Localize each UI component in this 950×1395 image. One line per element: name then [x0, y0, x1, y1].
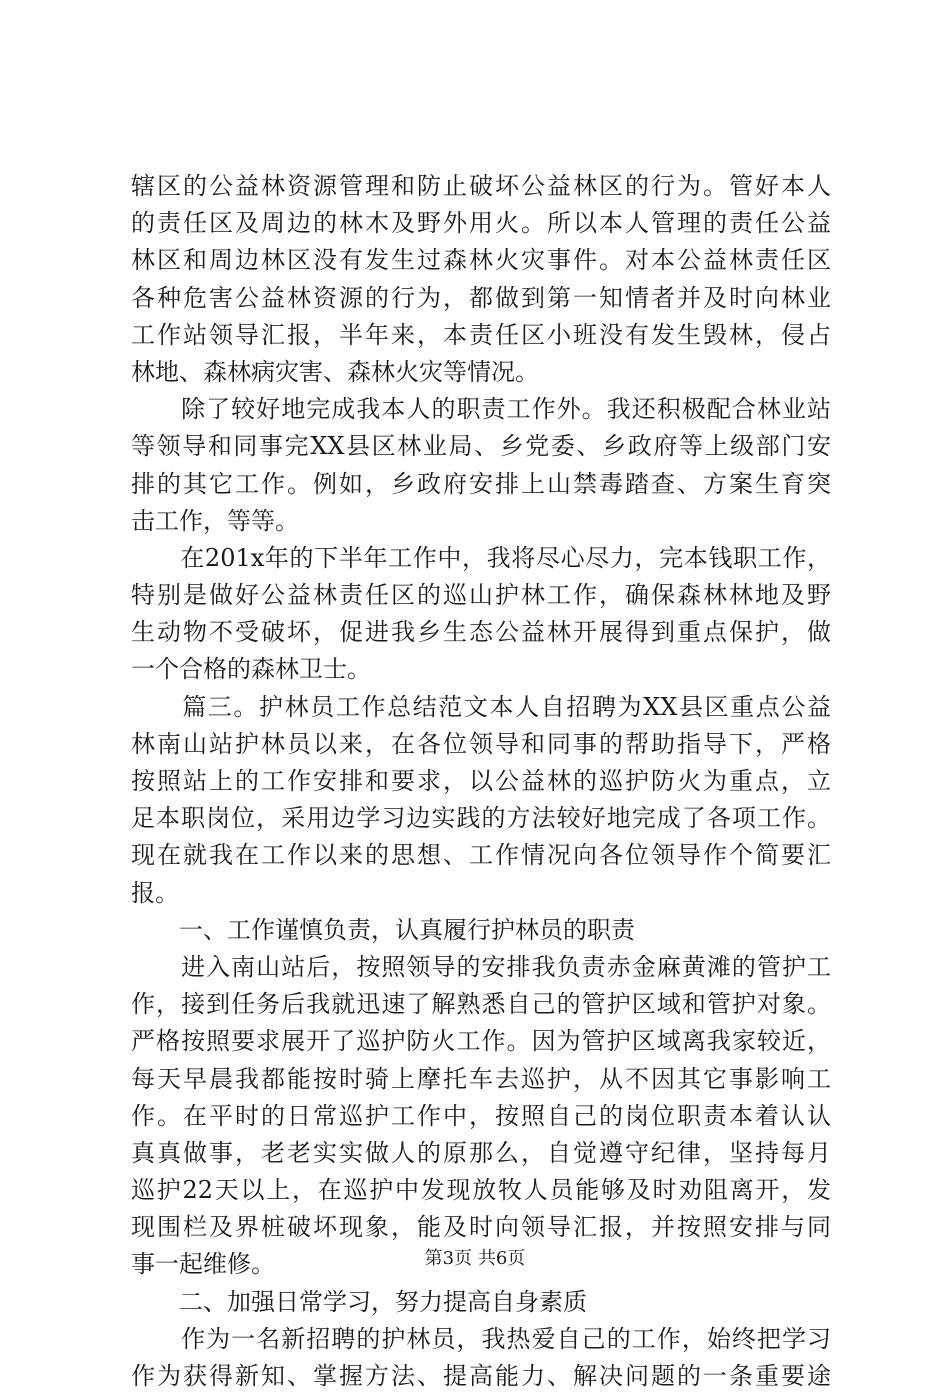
- text-line: 进入南山站后，按照领导的安排我负责赤金麻黄滩的管护工: [131, 952, 831, 981]
- text-line: 在201x年的下半年工作中，我将尽心尽力，完本钱职工作，: [131, 543, 831, 572]
- page-footer: 第3页 共6页: [424, 1248, 526, 1269]
- text-line: 排的其它工作。例如，乡政府安排上山禁毒踏查、方案生育突: [131, 469, 831, 498]
- text-line: 真真做事，老老实实做人的原那么，自觉遵守纪律，坚持每月: [131, 1138, 831, 1167]
- text-line: 作为一名新招聘的护林员，我热爱自己的工作，始终把学习: [131, 1324, 831, 1353]
- text-line: 一、工作谨慎负责，认真履行护林员的职责: [131, 915, 635, 944]
- text-line: 辖区的公益林资源管理和防止破坏公益林区的行为。管好本人: [131, 172, 831, 200]
- text-line: 作，接到任务后我就迅速了解熟悉自己的管护区域和管护对象。: [131, 990, 831, 1019]
- text-line: 篇三。护林员工作总结范文本人自招聘为XX县区重点公益: [131, 692, 831, 721]
- text-line: 除了较好地完成我本人的职责工作外。我还积极配合林业站: [131, 395, 831, 424]
- text-line: 生动物不受破坏，促进我乡生态公益林开展得到重点保护，做: [131, 618, 831, 647]
- text-line: 报。: [131, 878, 179, 907]
- text-line: 林区和周边林区没有发生过森林火灾事件。对本公益林责任区: [131, 246, 831, 275]
- text-line: 击工作，等等。: [131, 506, 299, 535]
- text-line: 现在就我在工作以来的思想、工作情况向各位领导作个简要汇: [131, 841, 831, 870]
- text-line: 等领导和同事完XX县区林业局、乡党委、乡政府等上级部门安: [131, 432, 831, 461]
- text-line: 事一起维修。: [131, 1250, 275, 1279]
- text-line: 特别是做好公益林责任区的巡山护林工作，确保森林林地及野: [131, 581, 831, 610]
- text-line: 巡护22天以上，在巡护中发现放牧人员能够及时劝阻离开，发: [131, 1176, 831, 1205]
- text-line: 工作站领导汇报，半年来，本责任区小班没有发生毁林，侵占: [131, 320, 831, 349]
- text-line: 按照站上的工作安排和要求，以公益林的巡护防火为重点，立: [131, 767, 831, 795]
- text-line: 现围栏及界桩破坏现象，能及时向领导汇报，并按照安排与同: [131, 1213, 831, 1242]
- document-body: [131, 168, 831, 1395]
- text-line: 足本职岗位，采用边学习边实践的方法较好地完成了各项工作。: [131, 804, 831, 833]
- text-line: 严格按照要求展开了巡护防火工作。因为管护区域离我家较近，: [131, 1027, 831, 1056]
- text-line: 每天早晨我都能按时骑上摩托车去巡护，从不因其它事影响工: [131, 1064, 831, 1093]
- text-line: 各种危害公益林资源的行为，都做到第一知情者并及时向林业: [131, 283, 831, 312]
- text-line: 的责任区及周边的林木及野外用火。所以本人管理的责任公益: [131, 209, 831, 238]
- text-line: 作。在平时的日常巡护工作中，按照自己的岗位职责本着认认: [131, 1101, 831, 1130]
- text-line: 二、加强日常学习，努力提高自身素质: [131, 1287, 587, 1316]
- text-line: 林南山站护林员以来，在各位领导和同事的帮助指导下，严格: [131, 729, 831, 758]
- text-line: 一个合格的森林卫士。: [131, 655, 371, 684]
- text-line: 作为获得新知、掌握方法、提高能力、解决问题的一条重要途: [131, 1362, 831, 1390]
- text-line: 林地、森林病灾害、森林火灾等情况。: [131, 357, 539, 386]
